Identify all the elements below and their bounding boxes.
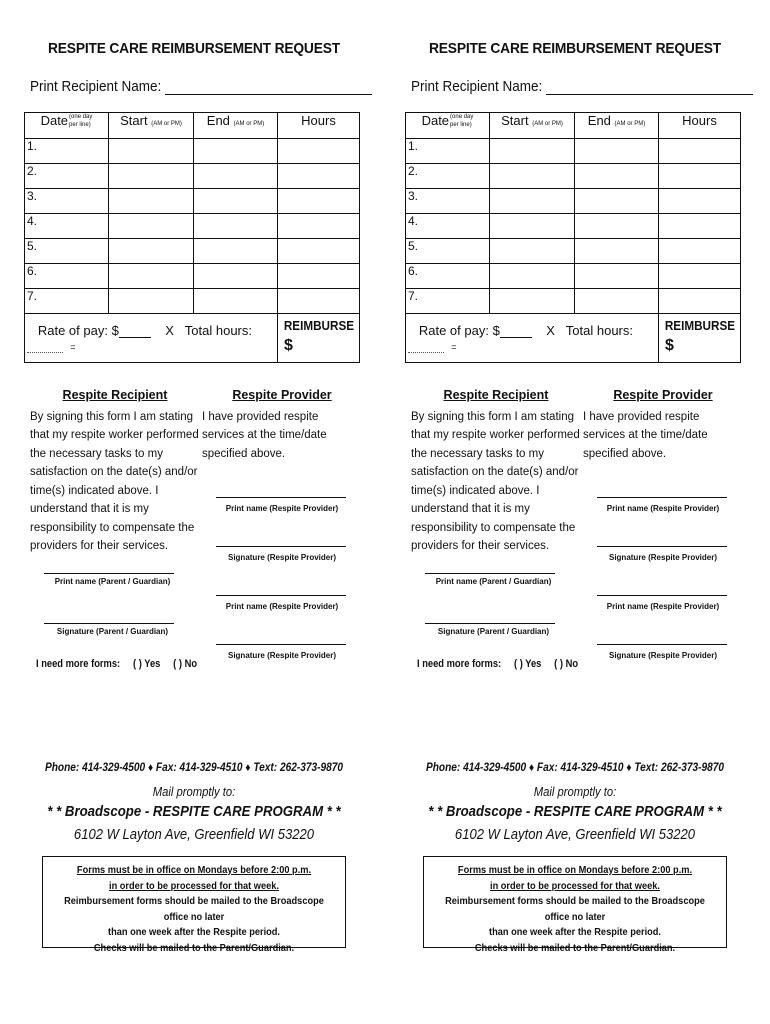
provider-1-print-name-line[interactable] [216, 497, 346, 498]
hours-cell[interactable] [659, 289, 741, 314]
hours-column-header: Hours [659, 113, 741, 139]
start-cell[interactable] [109, 264, 194, 289]
notice-line-1: Forms must be in office on Mondays before 2:00 p.m. [76, 864, 312, 876]
reimburse-cell[interactable] [278, 314, 360, 363]
provider-2-signature-line[interactable] [216, 644, 346, 645]
reimburse-label: REIMBURSE [283, 318, 355, 333]
start-cell[interactable] [490, 139, 575, 164]
row-number[interactable]: 5. [406, 239, 490, 264]
recipient-header: Respite Recipient [443, 388, 549, 402]
table-row [25, 189, 360, 214]
program-name: * * Broadscope - RESPITE CARE PROGRAM * * [428, 803, 722, 820]
recipient-name-line[interactable] [165, 80, 372, 95]
table-row [406, 239, 741, 264]
end-cell[interactable] [194, 289, 278, 314]
recipient-header: Respite Recipient [62, 388, 168, 402]
hours-log-table [24, 112, 360, 363]
hours-cell[interactable] [278, 264, 360, 289]
table-row [25, 264, 360, 289]
hours-cell[interactable] [278, 214, 360, 239]
table-row [25, 164, 360, 189]
recipient-signature-line[interactable] [425, 623, 555, 624]
table-row [406, 189, 741, 214]
notice-line-3: Reimbursement forms should be mailed to the Broadscope office no later [64, 895, 324, 923]
provider-2-print-name-caption: Print name (Respite Provider) [225, 602, 339, 611]
more-forms-no-checkbox[interactable]: ( ) No [173, 658, 198, 670]
provider-1-print-name-line[interactable] [597, 497, 727, 498]
contact-info: Phone: 414-329-4500 ♦ Fax: 414-329-4510 ♦ Text: 262-373-9870 [426, 762, 724, 774]
end-cell[interactable] [575, 189, 659, 214]
hours-cell[interactable] [278, 139, 360, 164]
start-column-header: Start (AM or PM) [490, 113, 575, 139]
more-forms-no-checkbox[interactable]: ( ) No [554, 658, 579, 670]
table-row [406, 289, 741, 314]
provider-header: Respite Provider [232, 388, 332, 402]
recipient-name-label: Print Recipient Name: [411, 78, 543, 95]
provider-1-signature-line[interactable] [216, 546, 346, 547]
row-number[interactable]: 6. [25, 264, 109, 289]
notice-line-2: in order to be processed for that week. [109, 879, 279, 892]
notice-line-1: Forms must be in office on Mondays before 2:00 p.m. [457, 864, 693, 876]
provider-1-signature-caption: Signature (Respite Provider) [227, 553, 337, 562]
more-forms-label: I need more forms: [36, 658, 121, 670]
recipient-signature-caption: Signature (Parent / Guardian) [56, 626, 169, 636]
start-cell[interactable] [490, 239, 575, 264]
provider-2-signature-caption: Signature (Respite Provider) [227, 651, 337, 660]
table-row [406, 214, 741, 239]
provider-2-print-name-line[interactable] [597, 595, 727, 596]
provider-1-signature-caption: Signature (Respite Provider) [608, 553, 718, 562]
notice-line-4: than one week after the Respite period. [488, 926, 662, 938]
row-number[interactable]: 3. [406, 189, 490, 214]
recipient-signature-line[interactable] [44, 623, 174, 624]
start-cell[interactable] [109, 289, 194, 314]
recipient-statement: By signing this form I am stating that my respite worker performed the necessary tasks to my satisfaction on the date(s) and/or time(s) indicated above. I understand that it is my responsibility to compensate the providers for their services. [30, 410, 199, 552]
hours-cell[interactable] [278, 239, 360, 264]
provider-2-signature-caption: Signature (Respite Provider) [608, 651, 718, 660]
recipient-name-line[interactable] [546, 80, 753, 95]
recipient-name-field[interactable] [30, 78, 327, 95]
table-row [406, 139, 741, 164]
date-column-header: Date(one day per line) [406, 113, 490, 139]
provider-header: Respite Provider [613, 388, 713, 402]
recipient-print-name-caption: Print name (Parent / Guardian) [435, 576, 552, 586]
hours-cell[interactable] [659, 214, 741, 239]
table-row [25, 289, 360, 314]
provider-section [202, 386, 362, 661]
table-header-row [406, 113, 741, 139]
end-cell[interactable] [575, 289, 659, 314]
table-row [406, 264, 741, 289]
hours-cell[interactable] [659, 239, 741, 264]
row-number[interactable]: 3. [25, 189, 109, 214]
rate-of-pay-field[interactable] [500, 325, 532, 338]
notice-line-2: in order to be processed for that week. [490, 879, 660, 892]
end-cell[interactable] [194, 264, 278, 289]
recipient-print-name-caption: Print name (Parent / Guardian) [54, 576, 171, 586]
recipient-print-name-line[interactable] [425, 573, 555, 574]
hours-cell[interactable] [278, 289, 360, 314]
row-number[interactable]: 6. [406, 264, 490, 289]
row-number[interactable]: 7. [25, 289, 109, 314]
rate-calculation: Rate of pay: $ X Total hours: = [25, 314, 278, 363]
row-number[interactable]: 1. [25, 139, 109, 164]
row-number[interactable]: 2. [406, 164, 490, 189]
hours-cell[interactable] [659, 164, 741, 189]
rate-row [25, 314, 360, 363]
end-column-header: End (AM or PM) [194, 113, 278, 139]
reimburse-dollar: $ [665, 337, 674, 354]
end-cell[interactable] [194, 139, 278, 164]
start-cell[interactable] [490, 214, 575, 239]
provider-1-print-name-caption: Print name (Respite Provider) [606, 504, 720, 513]
provider-section [583, 386, 743, 661]
end-cell[interactable] [575, 239, 659, 264]
recipient-name-field[interactable] [411, 78, 708, 95]
table-row [25, 139, 360, 164]
hours-cell[interactable] [278, 164, 360, 189]
row-number[interactable]: 1. [406, 139, 490, 164]
table-row [406, 164, 741, 189]
end-cell[interactable] [194, 239, 278, 264]
recipient-signature-caption: Signature (Parent / Guardian) [437, 626, 550, 636]
more-forms-yes-checkbox[interactable]: ( ) Yes [132, 658, 161, 670]
row-number[interactable]: 5. [25, 239, 109, 264]
start-cell[interactable] [109, 239, 194, 264]
notice-line-3: Reimbursement forms should be mailed to the Broadscope office no later [445, 895, 705, 923]
rate-of-pay-field[interactable] [119, 325, 151, 338]
more-forms-yes-checkbox[interactable]: ( ) Yes [513, 658, 542, 670]
recipient-name-label: Print Recipient Name: [30, 78, 162, 95]
rate-row [406, 314, 741, 363]
more-forms-question [417, 658, 578, 670]
table-header-row [25, 113, 360, 139]
reimburse-cell[interactable] [659, 314, 741, 363]
start-cell[interactable] [490, 164, 575, 189]
provider-statement: I have provided respite services at the time/date specified above. [583, 410, 708, 460]
recipient-section [30, 386, 200, 637]
start-cell[interactable] [109, 214, 194, 239]
total-hours-field[interactable] [408, 342, 444, 353]
end-cell[interactable] [194, 214, 278, 239]
hours-cell[interactable] [659, 189, 741, 214]
row-number[interactable]: 7. [406, 289, 490, 314]
provider-2-print-name-line[interactable] [216, 595, 346, 596]
total-hours-field[interactable] [27, 342, 63, 353]
form-title: RESPITE CARE REIMBURSEMENT REQUEST [47, 40, 341, 57]
end-cell[interactable] [575, 264, 659, 289]
hours-cell[interactable] [278, 189, 360, 214]
program-name: * * Broadscope - RESPITE CARE PROGRAM * * [47, 803, 341, 820]
recipient-print-name-line[interactable] [44, 573, 174, 574]
hours-log-table [405, 112, 741, 363]
mailing-address: 6102 W Layton Ave, Greenfield WI 53220 [73, 827, 315, 843]
deadline-notice-box [42, 856, 346, 954]
end-cell[interactable] [194, 189, 278, 214]
more-forms-question [36, 658, 197, 670]
recipient-section [411, 386, 581, 637]
start-cell[interactable] [109, 189, 194, 214]
deadline-notice-box [423, 856, 727, 954]
notice-line-5: Checks will be mailed to the Parent/Guardian. [93, 941, 295, 954]
end-cell[interactable] [575, 164, 659, 189]
contact-info: Phone: 414-329-4500 ♦ Fax: 414-329-4510 ♦ Text: 262-373-9870 [45, 762, 343, 774]
hours-cell[interactable] [659, 139, 741, 164]
mail-prompt: Mail promptly to: [152, 785, 236, 799]
more-forms-label: I need more forms: [417, 658, 502, 670]
provider-2-signature-line[interactable] [597, 644, 727, 645]
start-cell[interactable] [109, 139, 194, 164]
provider-1-print-name-caption: Print name (Respite Provider) [225, 504, 339, 513]
row-number[interactable]: 4. [25, 214, 109, 239]
reimburse-dollar: $ [284, 337, 293, 354]
table-row [25, 214, 360, 239]
reimburse-label: REIMBURSE [664, 318, 736, 333]
provider-2-print-name-caption: Print name (Respite Provider) [606, 602, 720, 611]
row-number[interactable]: 2. [25, 164, 109, 189]
form-title: RESPITE CARE REIMBURSEMENT REQUEST [428, 40, 722, 57]
date-column-header: Date(one day per line) [25, 113, 109, 139]
row-number[interactable]: 4. [406, 214, 490, 239]
hours-cell[interactable] [659, 264, 741, 289]
notice-line-5: Checks will be mailed to the Parent/Guardian. [474, 941, 676, 954]
rate-calculation: Rate of pay: $ X Total hours: = [406, 314, 659, 363]
end-cell[interactable] [194, 164, 278, 189]
mail-prompt: Mail promptly to: [533, 785, 617, 799]
recipient-statement: By signing this form I am stating that my respite worker performed the necessary tasks to my satisfaction on the date(s) and/or time(s) indicated above. I understand that it is my responsibility to compensate the providers for their services. [411, 410, 580, 552]
start-cell[interactable] [490, 264, 575, 289]
notice-line-4: than one week after the Respite period. [107, 926, 281, 938]
start-cell[interactable] [490, 289, 575, 314]
end-cell[interactable] [575, 139, 659, 164]
hours-column-header: Hours [278, 113, 360, 139]
mailing-address: 6102 W Layton Ave, Greenfield WI 53220 [454, 827, 696, 843]
table-row [25, 239, 360, 264]
end-column-header: End (AM or PM) [575, 113, 659, 139]
start-column-header: Start (AM or PM) [109, 113, 194, 139]
end-cell[interactable] [575, 214, 659, 239]
provider-1-signature-line[interactable] [597, 546, 727, 547]
provider-statement: I have provided respite services at the time/date specified above. [202, 410, 327, 460]
start-cell[interactable] [490, 189, 575, 214]
start-cell[interactable] [109, 164, 194, 189]
